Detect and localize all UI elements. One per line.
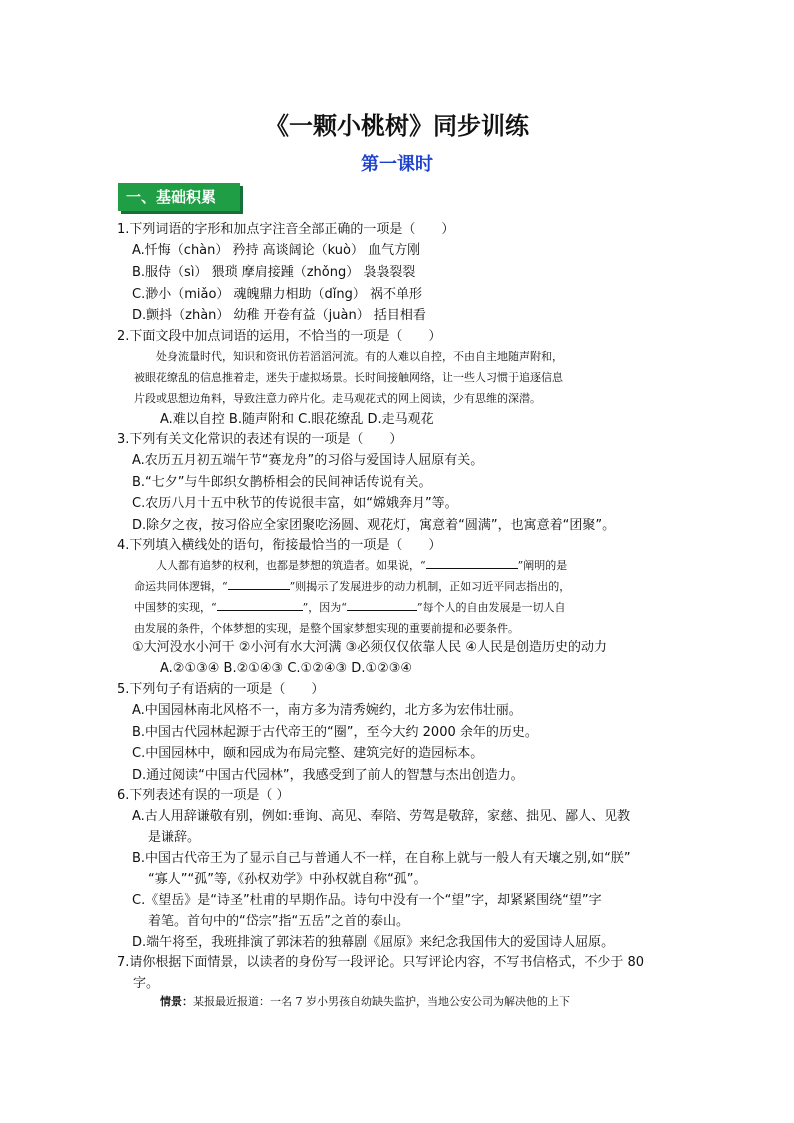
q4-passage-line [134,555,679,576]
blank-4 [347,598,417,611]
q4-passage-line: 由发展的条件，个体梦想的实现，是整个国家梦想实现的重要前提和必要条件。 [134,622,519,635]
q6-option-b: B.中国古代帝王为了显示自己与普通人不一样，在自称上就与一般人有天壤之别,如“朕” [132,851,631,866]
q4-passage-line [134,576,679,597]
q2-passage-line: 片段或思想边角料，导致注意力碎片化。走马观花式的网上阅读，少有思维的深潜。 [134,392,541,405]
q7-scene-line [160,991,680,1012]
question-1-stem: 1.下列词语的字形和加点字注音全部正确的一项是（ ） [117,222,455,237]
q4-text: ”每个人的自由发展是一切人自 [416,601,566,614]
q4-text: ”阐明的是 [517,559,568,572]
page-title: 《一颗小桃树》同步训练 [265,112,529,140]
q3-option-c: C.农历八月十五中秋节的传说很丰富，如“嫦娥奔月”等。 [132,496,458,511]
q6-option-b-cont: “寡人”“孤”等,《孙权劝学》中孙权就自称“孤”。 [148,872,427,887]
q6-option-c: C.《望岳》是“诗圣”杜甫的早期作品。诗句中没有一个“望”字，却紧紧围绕“望”字 [132,893,602,908]
q4-text: 中国梦的实现，“ [134,601,217,614]
question-3-stem: 3.下列有关文化常识的表述有误的一项是（ ） [117,432,403,447]
blank-3 [217,598,303,611]
q6-option-a-cont: 是谦辞。 [148,830,201,845]
q5-option-b: B.中国古代园林起源于古代帝王的“圈”，至今大约 2000 余年的历史。 [132,725,538,740]
section-badge: 一、基础积累 [118,183,240,211]
q5-option-a: A.中国园林南北风格不一，南方多为清秀婉约，北方多为宏伟壮丽。 [132,703,522,718]
scene-text: 某报最近报道：一名 7 岁小男孩自幼缺失监护，当地公安公司为解决他的上下 [193,995,570,1008]
q3-option-b: B.“七夕”与牛郎织女鹊桥相会的民间神话传说有关。 [132,475,432,490]
q7-scene [160,991,680,1012]
q5-option-d: D.通过阅读“中国古代园林”，我感受到了前人的智慧与杰出创造力。 [132,768,524,783]
question-7-stem-cont: 字。 [133,976,160,991]
q4-passage [134,555,679,639]
blank-1 [426,556,518,569]
q4-options: A.②①③④ B.②①④③ C.①②④③ D.①②③④ [160,661,413,676]
q1-option-c: C.渺小（miǎo） 魂魄鼎力相助（dǐng） 祸不单形 [132,287,423,302]
q5-option-c: C.中国园林中，颐和园成为布局完整、建筑完好的造园标本。 [132,746,484,761]
q4-passage-line [134,597,679,618]
q6-option-a: A.古人用辞谦敬有别，例如:垂询、高见、奉陪、劳驾是敬辞，家慈、拙见、鄙人、见教 [132,809,631,824]
question-6-stem: 6.下列表述有误的一项是（ ） [117,788,290,803]
q4-text: 人人都有追梦的权利，也都是梦想的筑造者。如果说，“ [134,559,426,572]
q4-text: 命运共同体逻辑，“ [134,580,228,593]
q3-option-a: A.农历五月初五端午节“赛龙舟”的习俗与爱国诗人屈原有关。 [132,453,484,468]
q6-option-c-cont: 着笔。首句中的“岱宗”指“五岳”之首的泰山。 [148,914,409,929]
scene-label: 情景： [160,995,193,1008]
question-4-stem: 4.下列填入横线处的语句，衔接最恰当的一项是（ ） [117,538,442,553]
page-subtitle: 第一课时 [361,154,433,175]
q4-text: ”则揭示了发展进步的动力机制，正如习近平同志指出的， [289,580,571,593]
q2-passage-line: 处身流量时代，知识和资讯仿若滔滔河流。有的人难以自控，不由自主地随声附和， [134,350,563,363]
q2-options: A.难以自控 B.随声附和 C.眼花缭乱 D.走马观花 [160,412,434,427]
question-7-stem: 7.请你根据下面情景，以读者的身份写一段评论。只写评论内容，不写书信格式，不少于 80 [117,955,645,970]
q4-items: ①大河没水小河干 ②小河有水大河满 ③必须仅仅依靠人民 ④人民是创造历史的动力 [132,640,608,655]
q6-option-d: D.端午将至，我班排演了郭沫若的独幕剧《屈原》来纪念我国伟大的爱国诗人屈原。 [132,935,615,950]
q2-passage-line: 被眼花缭乱的信息推着走，迷失于虚拟场景。长时间接触网络，让一些人习惯于追逐信息 [134,371,563,384]
q2-passage [134,346,679,409]
q4-text: ”，因为“ [302,601,347,614]
question-5-stem: 5.下列句子有语病的一项是（ ） [117,682,325,697]
q3-option-d: D.除夕之夜，按习俗应全家团聚吃汤圆、观花灯，寓意着“圆满”，也寓意着“团聚”。 [132,518,616,533]
q1-option-a: A.忏悔（chàn） 矜持 高谈阔论（kuò） 血气方刚 [132,243,421,258]
q1-option-b: B.服侍（sì） 猥琐 摩肩接踵（zhǒng） 袅袅裂裂 [132,265,416,280]
q1-option-d: D.颤抖（zhàn） 幼稚 开卷有益（juàn） 括目相看 [132,308,426,323]
blank-2 [228,577,290,590]
question-2-stem: 2.下面文段中加点词语的运用，不恰当的一项是（ ） [117,329,442,344]
